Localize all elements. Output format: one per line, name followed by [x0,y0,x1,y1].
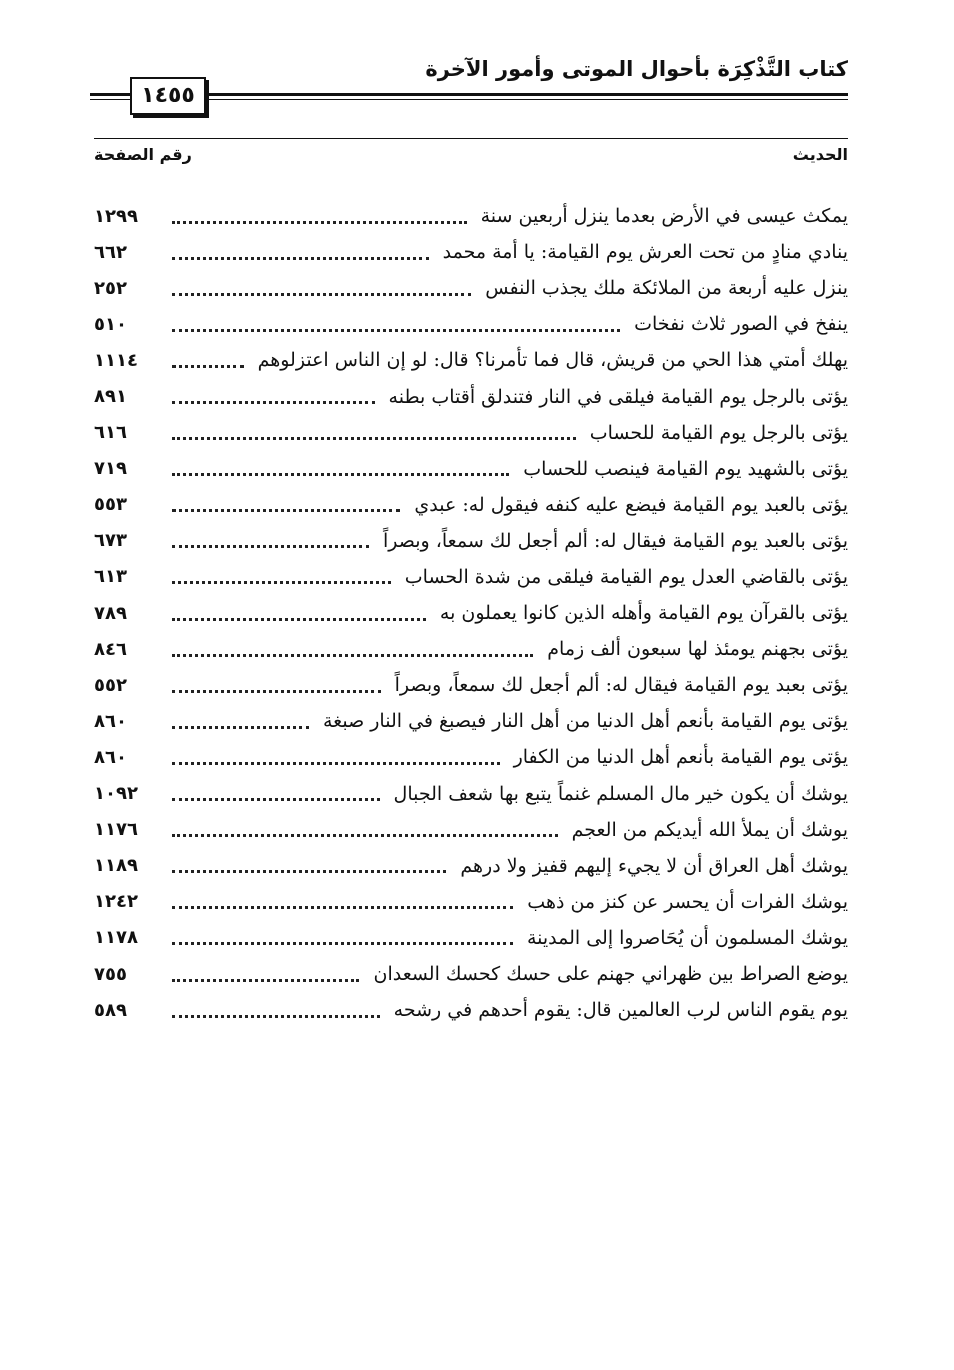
list-item [94,812,848,848]
page-reference: ٨٦٠ [94,746,127,768]
hadith-index-list [94,198,848,1028]
list-item [94,703,848,739]
list-item [94,848,848,884]
dot-leader [172,834,558,837]
hadith-text: يؤتى بالرجل يوم القيامة للحساب [589,421,848,444]
page-reference: ٧٨٩ [94,602,127,624]
hadith-text: يؤتى بجهنم يومئذ لها سبعون ألف زمام [547,638,848,661]
hadith-text: يؤتى بالقاضي العدل يوم القيامة فيلقى من شدة الحساب [404,565,848,588]
page-reference: ٦٦٢ [94,241,127,263]
page-reference: ٨٩١ [94,386,127,408]
dot-leader [172,509,400,512]
hadith-text: يؤتى بالعبد يوم القيامة فيقال له: ألم أجعل لك سمعاً، وبصراً [383,529,848,552]
page-reference: ٥١٠ [94,313,127,335]
page-reference: ٦١٦ [94,422,127,444]
page-reference: ١٢٩٩ [94,205,138,227]
hadith-text: ينزل عليه أربعة من الملائكة ملك يجذب النفس [485,277,848,300]
hadith-text: يؤتى بعبد يوم القيامة فيقال له: ألم أجعل لك سمعاً، وبصراً [394,674,848,697]
hadith-text: ينادي منادٍ من تحت العرش يوم القيامة: يا أمة محمد [442,241,848,264]
hadith-text: يؤتى بالرجل يوم القيامة فيلقى في النار فتندلق أقتاب بطنه [388,385,848,408]
page-reference: ٢٥٢ [94,277,127,299]
page-reference: ١١١٤ [94,349,138,371]
dot-leader [172,906,513,909]
page-column-header: رقم الصفحة [94,145,192,164]
list-item [94,198,848,234]
dot-leader [172,365,244,368]
book-title: كتاب التَّذْكِرَة بأحوال الموتى وأمور الآخرة [425,57,848,81]
dot-leader [172,473,509,476]
hadith-text: يؤتى يوم القيامة بأنعم أهل الدنيا من الكفار [513,746,848,769]
page-reference: ٥٥٣ [94,494,127,516]
list-item [94,270,848,306]
dot-leader [172,726,309,729]
hadith-text: يوشك المسلمون أن يُحَاصروا إلى المدينة [526,926,848,949]
list-item [94,631,848,667]
list-item [94,415,848,451]
hadith-text: يوشك أهل العراق أن لا يجيء إليهم قفيز ولا درهم [460,854,848,877]
page-reference: ١٢٤٢ [94,891,138,913]
list-item [94,378,848,414]
page-reference: ٦١٣ [94,566,127,588]
page-reference: ٨٦٠ [94,710,127,732]
dot-leader [172,690,381,693]
dot-leader [172,545,369,548]
page-reference: ٨٤٦ [94,638,127,660]
dot-leader [172,329,620,332]
page-header [90,55,848,125]
list-item [94,739,848,775]
list-item [94,559,848,595]
hadith-text: يؤتى بالشهيد يوم القيامة فينصب للحساب [523,457,848,480]
dot-leader [172,870,446,873]
dot-leader [172,798,380,801]
dot-leader [172,221,467,224]
hadith-text: يؤتى بالعبد يوم القيامة فيضع عليه كنفه فيقول له: عبدي [414,493,848,516]
dot-leader [172,618,426,621]
hadith-text: يوشك الفرات أن يحسر عن كنز من ذهب [527,890,848,913]
hadith-text: يوشك أن يملأ الله أيديكم من العجم [571,818,848,841]
page-reference: ١١٨٩ [94,855,138,877]
dot-leader [172,437,576,440]
hadith-text: يوم يقوم الناس لرب العالمين قال: يقوم أحدهم في رشحه [393,999,848,1022]
dot-leader [172,581,391,584]
dot-leader [172,401,375,404]
hadith-column-header: الحديث [792,145,848,164]
list-item [94,595,848,631]
hadith-text: يوشك أن يكون خير مال المسلم غنماً يتبع بها شعف الجبال [393,782,848,805]
page-number: ١٤٥٥ [130,77,206,115]
list-item [94,487,848,523]
list-item [94,667,848,703]
dot-leader [172,257,429,260]
dot-leader [172,942,513,945]
page-reference: ١٠٩٢ [94,783,138,805]
page-reference: ٦٧٣ [94,530,127,552]
hadith-text: يمكث عيسى في الأرض بعدما ينزل أربعين سنة [480,205,848,228]
dot-leader [172,1015,380,1018]
hadith-text: يؤتى يوم القيامة بأنعم أهل الدنيا من أهل النار فيصبغ في النار صبغة [323,710,848,733]
list-item [94,523,848,559]
list-item [94,234,848,270]
hadith-text: يهلك أمتي هذا الحي من قريش، قال فما تأمرنا؟ قال: لو إن الناس اعتزلوهم [257,349,848,372]
dot-leader [172,654,533,657]
hadith-text: ينفخ في الصور ثلاث نفخات [634,313,848,336]
dot-leader [172,293,471,296]
list-item [94,776,848,812]
list-item [94,920,848,956]
list-item [94,956,848,992]
list-item [94,306,848,342]
page-reference: ٧١٩ [94,458,127,480]
list-item [94,342,848,378]
page-reference: ١١٧٦ [94,819,138,841]
page-reference: ٥٥٢ [94,674,127,696]
column-headers [94,138,848,179]
hadith-text: يؤتى بالقرآن يوم القيامة وأهله الذين كانوا يعملون به [439,602,848,625]
page-reference: ١١٧٨ [94,927,138,949]
list-item [94,992,848,1028]
hadith-text: يوضع الصراط بين ظهراني جهنم على حسك كحسك السعدان [373,963,848,986]
dot-leader [172,979,359,982]
list-item [94,884,848,920]
list-item [94,451,848,487]
page-reference: ٥٨٩ [94,999,127,1021]
page-reference: ٧٥٥ [94,963,127,985]
dot-leader [172,762,500,765]
